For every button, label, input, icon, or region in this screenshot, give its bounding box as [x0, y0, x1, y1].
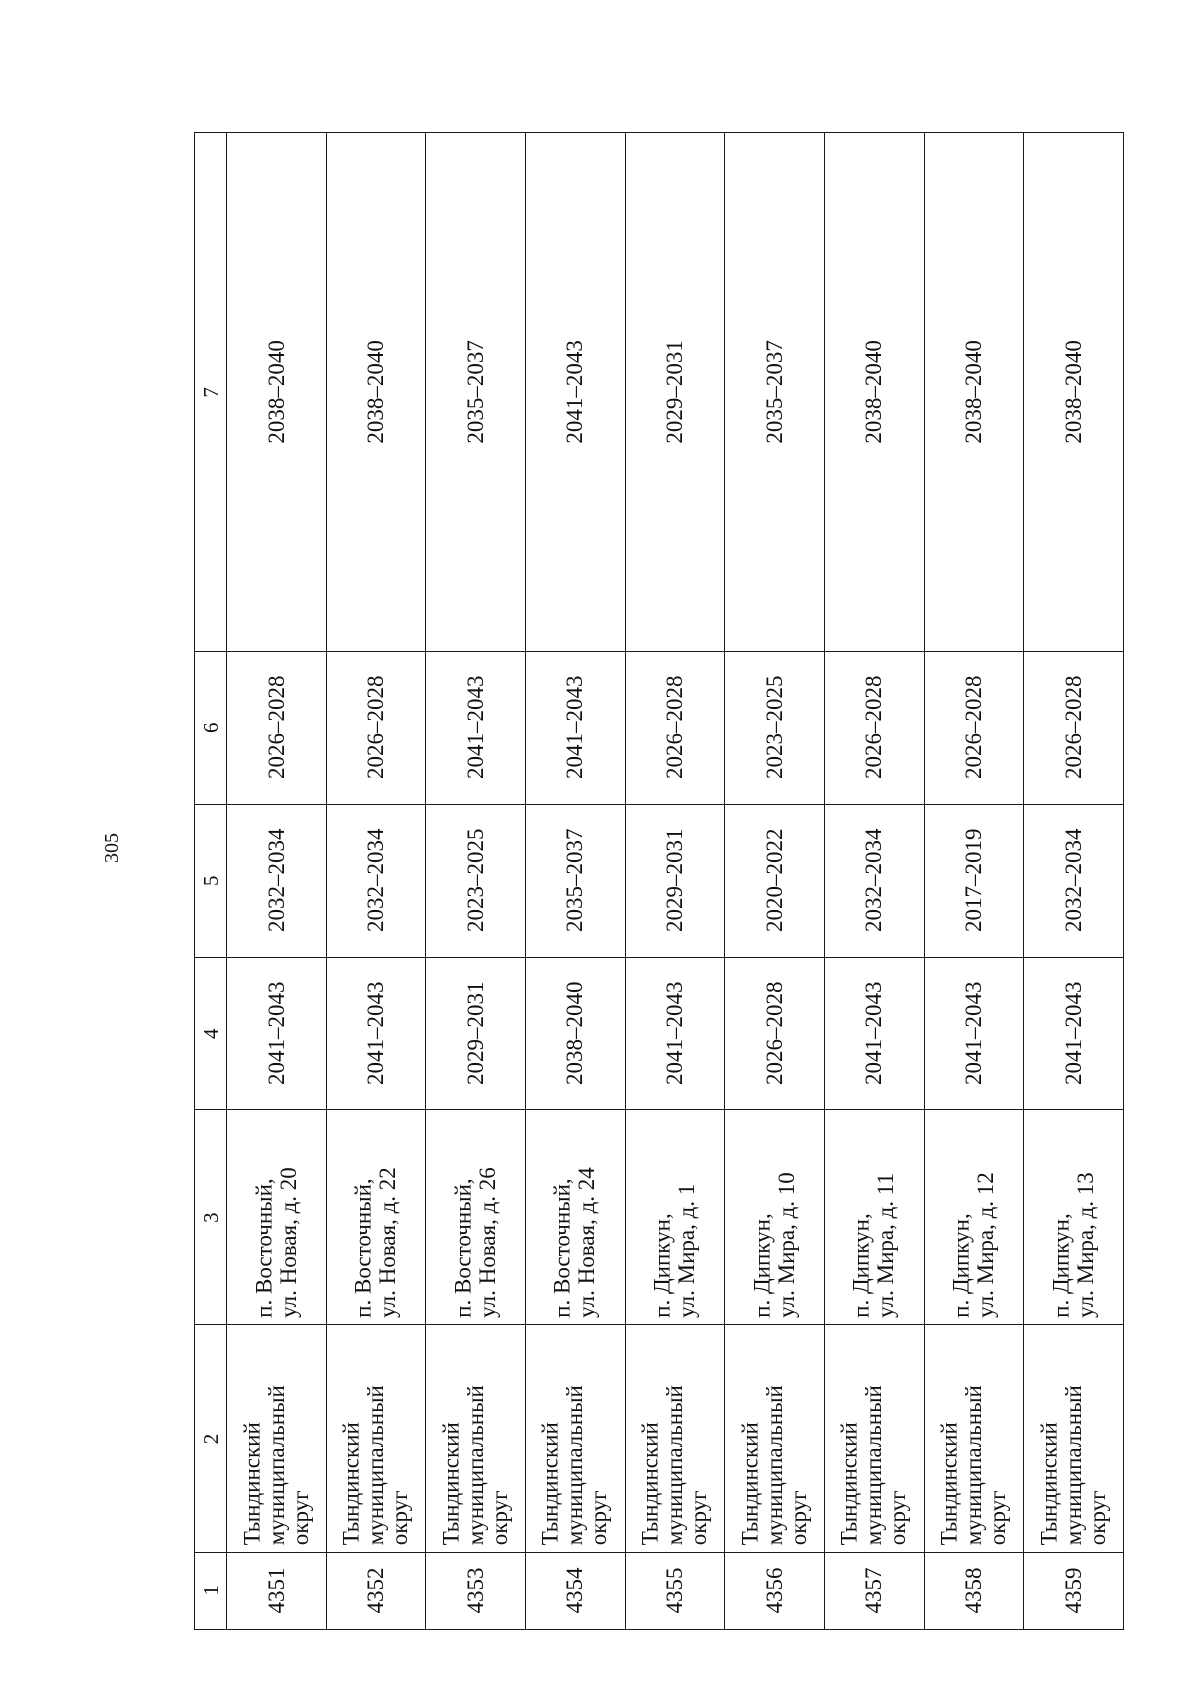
period-cell: 2026–2028 [326, 651, 426, 804]
period-cell: 2041–2043 [326, 957, 426, 1110]
header-cell: 2 [195, 1325, 227, 1552]
period-cell: 2035–2037 [725, 133, 825, 652]
period-cell: 2026–2028 [924, 651, 1024, 804]
cell-line: Тындинский [837, 1422, 863, 1546]
period-cell: 2029–2031 [625, 804, 725, 957]
period-cell: 2032–2034 [824, 804, 924, 957]
district-cell [924, 1325, 1024, 1552]
period-cell: 2041–2043 [426, 651, 526, 804]
cell-line: Тындинский [438, 1422, 464, 1546]
district-cell [227, 1325, 327, 1552]
cell-line: Тындинский [239, 1422, 265, 1546]
record-number-cell: 4358 [924, 1552, 1024, 1630]
cell-line: Тындинский [936, 1422, 962, 1546]
cell-line: п. Дипкун, [1048, 1213, 1074, 1319]
cell-line: муниципальный [263, 1385, 289, 1546]
cell-line: округ [885, 1490, 911, 1546]
cell-line: п. Восточный, [350, 1178, 376, 1319]
period-cell: 2026–2028 [625, 651, 725, 804]
cell-line: Тындинский [637, 1422, 663, 1546]
cell-line: ул. Мира, д. 11 [873, 1173, 899, 1319]
cell-line: округ [287, 1490, 313, 1546]
district-cell [426, 1325, 526, 1552]
cell-line: муниципальный [462, 1385, 488, 1546]
record-number-cell: 4357 [824, 1552, 924, 1630]
period-cell: 2041–2043 [625, 957, 725, 1110]
column-7 [195, 133, 1124, 652]
district-cell [326, 1325, 426, 1552]
address-cell [924, 1110, 1024, 1325]
cell-line: ул. Мира, д. 12 [972, 1172, 998, 1319]
period-cell: 2032–2034 [326, 804, 426, 957]
header-cell: 4 [195, 957, 227, 1110]
cell-line: Тындинский [538, 1422, 564, 1546]
period-cell: 2038–2040 [227, 133, 327, 652]
address-cell [1024, 1110, 1124, 1325]
district-cell [625, 1325, 725, 1552]
record-number-cell: 4354 [525, 1552, 625, 1630]
period-cell: 2038–2040 [924, 133, 1024, 652]
cell-line: ул. Новая, д. 24 [574, 1167, 600, 1319]
cell-line: округ [486, 1490, 512, 1546]
cell-line: ул. Мира, д. 1 [673, 1184, 699, 1319]
cell-line: округ [785, 1490, 811, 1546]
table-container [194, 132, 1123, 1630]
district-cell [1024, 1325, 1124, 1552]
period-cell: 2038–2040 [824, 133, 924, 652]
period-cell: 2026–2028 [725, 957, 825, 1110]
period-cell: 2023–2025 [725, 651, 825, 804]
header-cell: 6 [195, 651, 227, 804]
cell-line: округ [387, 1490, 413, 1546]
record-number-cell: 4356 [725, 1552, 825, 1630]
cell-line: ул. Новая, д. 22 [374, 1167, 400, 1319]
cell-line: муниципальный [661, 1385, 687, 1546]
cell-line: п. Восточный, [251, 1178, 277, 1319]
column-2 [195, 1325, 1124, 1552]
cell-line: ул. Мира, д. 10 [773, 1172, 799, 1319]
cell-line: муниципальный [562, 1385, 588, 1546]
cell-line: п. Дипкун, [948, 1213, 974, 1319]
cell-line: ул. Новая, д. 26 [474, 1167, 500, 1319]
cell-line: округ [1084, 1490, 1110, 1546]
address-cell [725, 1110, 825, 1325]
cell-line: ул. Новая, д. 20 [275, 1167, 301, 1319]
period-cell: 2026–2028 [1024, 651, 1124, 804]
cell-line: Тындинский [737, 1422, 763, 1546]
address-cell [227, 1110, 327, 1325]
record-number-cell: 4353 [426, 1552, 526, 1630]
period-cell: 2020–2022 [725, 804, 825, 957]
column-4 [195, 957, 1124, 1110]
period-cell: 2026–2028 [824, 651, 924, 804]
record-number-cell: 4352 [326, 1552, 426, 1630]
period-cell: 2041–2043 [525, 651, 625, 804]
period-cell: 2032–2034 [1024, 804, 1124, 957]
period-cell: 2038–2040 [1024, 133, 1124, 652]
cell-line: муниципальный [761, 1385, 787, 1546]
district-cell [824, 1325, 924, 1552]
column-3 [195, 1110, 1124, 1325]
cell-line: муниципальный [960, 1385, 986, 1546]
period-cell: 2032–2034 [227, 804, 327, 957]
cell-line: муниципальный [1060, 1385, 1086, 1546]
address-cell [326, 1110, 426, 1325]
address-cell [426, 1110, 526, 1325]
record-number-cell: 4359 [1024, 1552, 1124, 1630]
record-number-cell: 4355 [625, 1552, 725, 1630]
column-6 [195, 651, 1124, 804]
period-cell: 2026–2028 [227, 651, 327, 804]
period-cell: 2041–2043 [227, 957, 327, 1110]
header-cell: 1 [195, 1552, 227, 1630]
cell-line: округ [586, 1490, 612, 1546]
period-cell: 2035–2037 [426, 133, 526, 652]
cell-line: п. Дипкун, [749, 1213, 775, 1319]
header-cell: 3 [195, 1110, 227, 1325]
cell-line: муниципальный [362, 1385, 388, 1546]
record-number-cell: 4351 [227, 1552, 327, 1630]
period-cell: 2035–2037 [525, 804, 625, 957]
cell-line: муниципальный [861, 1385, 887, 1546]
column-1 [195, 1552, 1124, 1630]
period-cell: 2041–2043 [1024, 957, 1124, 1110]
header-cell: 5 [195, 804, 227, 957]
address-cell [625, 1110, 725, 1325]
page-number: 305 [101, 833, 123, 863]
period-cell: 2038–2040 [326, 133, 426, 652]
cell-line: Тындинский [1036, 1422, 1062, 1546]
period-cell: 2029–2031 [625, 133, 725, 652]
address-cell [525, 1110, 625, 1325]
cell-line: ул. Мира, д. 13 [1072, 1172, 1098, 1319]
district-cell [725, 1325, 825, 1552]
cell-line: п. Восточный, [450, 1178, 476, 1319]
register-table [194, 132, 1124, 1630]
cell-line: п. Дипкун, [649, 1213, 675, 1319]
address-cell [824, 1110, 924, 1325]
header-cell: 7 [195, 133, 227, 652]
cell-line: п. Восточный, [550, 1178, 576, 1319]
period-cell: 2029–2031 [426, 957, 526, 1110]
cell-line: п. Дипкун, [849, 1213, 875, 1319]
period-cell: 2041–2043 [924, 957, 1024, 1110]
cell-line: Тындинский [338, 1422, 364, 1546]
cell-line: округ [686, 1490, 712, 1546]
district-cell [525, 1325, 625, 1552]
period-cell: 2041–2043 [525, 133, 625, 652]
period-cell: 2041–2043 [824, 957, 924, 1110]
period-cell: 2017–2019 [924, 804, 1024, 957]
period-cell: 2023–2025 [426, 804, 526, 957]
period-cell: 2038–2040 [525, 957, 625, 1110]
column-5 [195, 804, 1124, 957]
cell-line: округ [984, 1490, 1010, 1546]
